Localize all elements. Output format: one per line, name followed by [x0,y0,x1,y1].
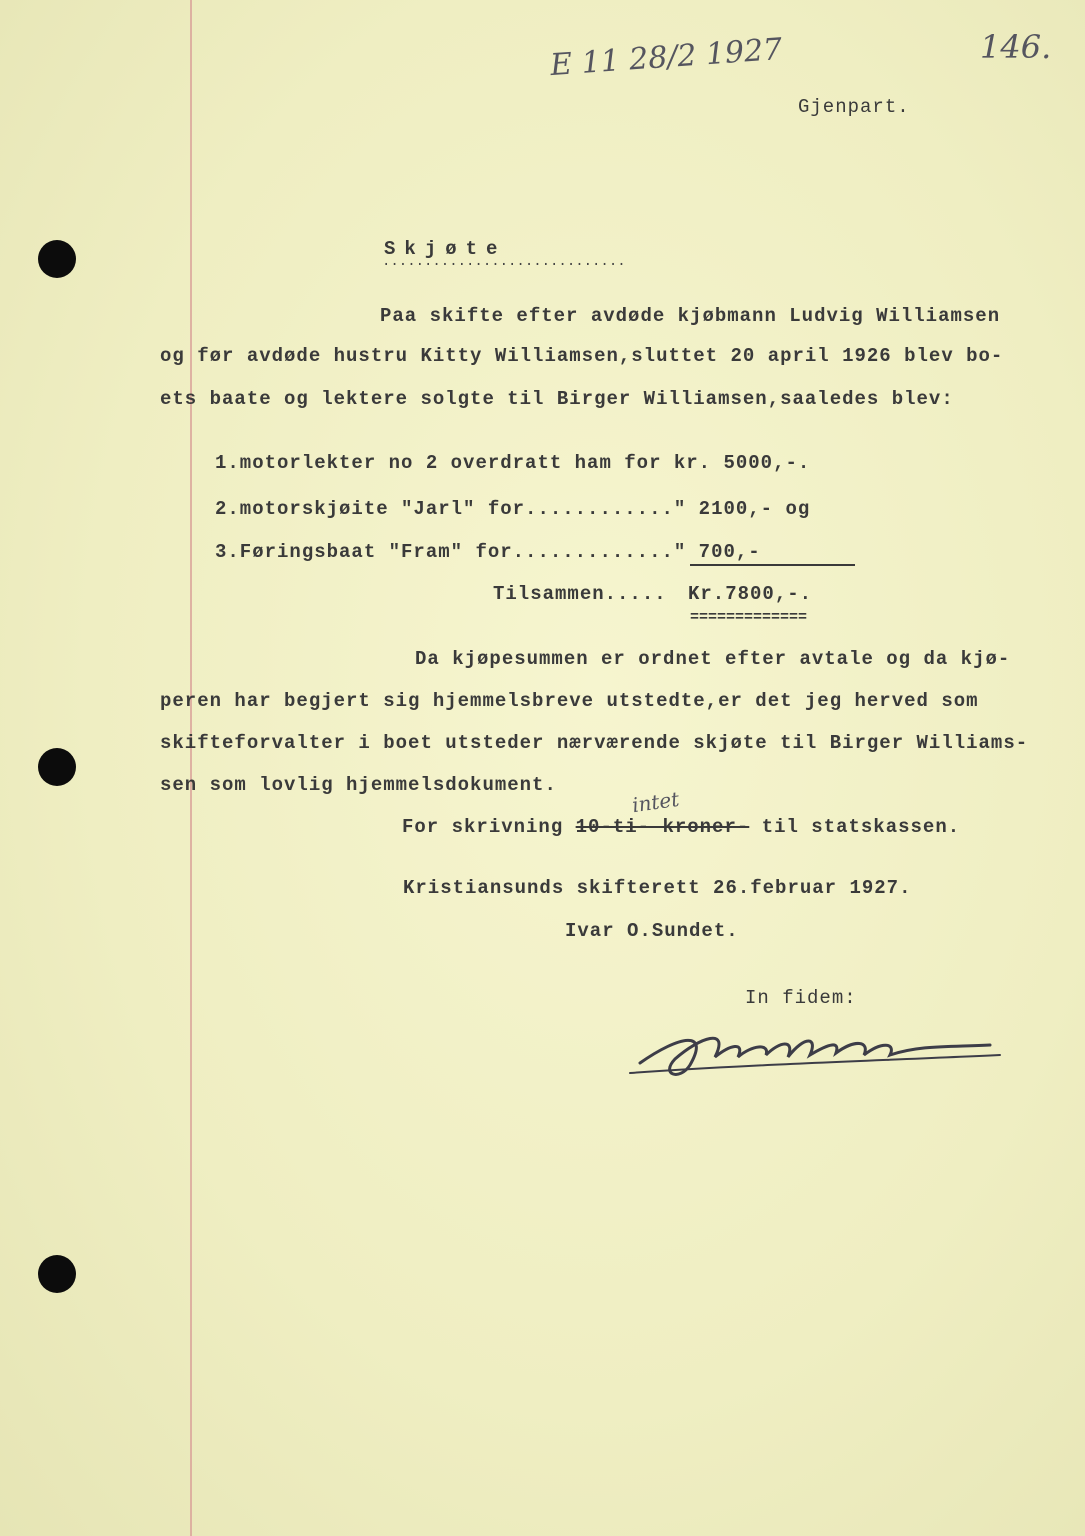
title-underline-dots: ............................. [382,254,626,270]
paragraph2-line4: sen som lovlig hjemmelsdokument. [160,774,557,796]
item-1: 1.motorlekter no 2 overdratt ham for kr. 5000,-. [215,452,811,474]
handwritten-signature [620,1015,1010,1085]
punch-hole-bottom [38,1255,76,1293]
paragraph1-line1: Paa skifte efter avdøde kjøbmann Ludvig Williamsen [380,305,1001,327]
paragraph2-line3: skifteforvalter i boet utsteder nærværende skjøte til Birger Williams- [160,732,1029,754]
item-3: 3.Føringsbaat "Fram" for............." 700,- [215,541,761,563]
witness-label: In fidem: [745,987,857,1009]
signer-name: Ivar O.Sundet. [565,920,739,942]
paragraph2-line1: Da kjøpesummen er ordnet efter avtale og da kjø- [415,648,1011,670]
total-double-underline: ============= [690,609,808,626]
item-2: 2.motorskjøite "Jarl" for............" 2100,- og [215,498,811,520]
fee-struck-amount: 10-ti- kroner- [575,816,750,838]
handwritten-date-note: E 11 28/2 1927 [549,31,784,84]
copy-label: Gjenpart. [798,96,910,118]
punch-hole-middle [38,748,76,786]
place-date: Kristiansunds skifterett 26.februar 1927. [403,877,912,899]
page-number: 146. [980,28,1052,66]
document-title: Skjøte [384,238,507,260]
punch-hole-top [38,240,76,278]
signature-underline-stroke [630,1055,1000,1073]
sum-rule [690,564,855,566]
fee-line [402,816,960,838]
paragraph1-line2: og før avdøde hustru Kitty Williamsen,sluttet 20 april 1926 blev bo- [160,345,1004,367]
fee-suffix: til statskassen. [761,816,961,838]
total-value: Kr.7800,-. [688,583,813,605]
fee-prefix: For skrivning [402,816,564,838]
paragraph2-line2: peren har begjert sig hjemmelsbreve utstedte,er det jeg herved som [160,690,979,712]
handwritten-fee-insert: intet [630,786,681,818]
margin-rule [190,0,192,1536]
total-label: Tilsammen..... [493,583,667,605]
paragraph1-line3: ets baate og lektere solgte til Birger Williamsen,saaledes blev: [160,388,954,410]
